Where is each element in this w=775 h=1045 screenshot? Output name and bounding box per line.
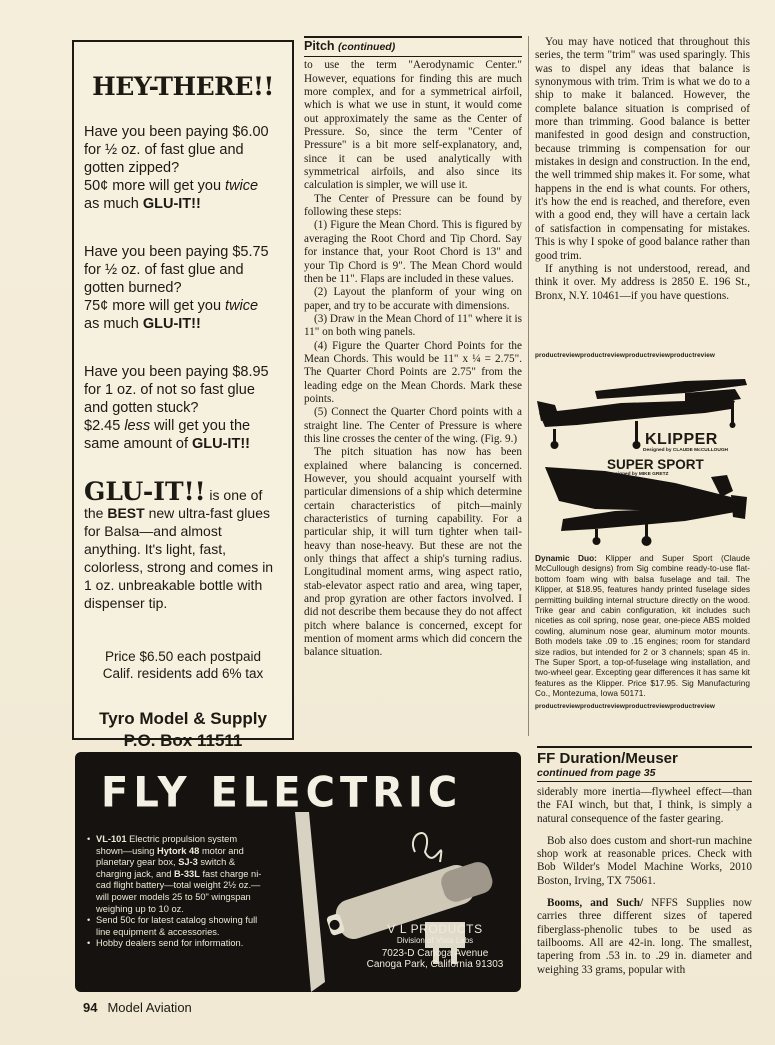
gluit-brand-large: GLU-IT!!: [84, 477, 206, 506]
column-rule: [528, 36, 529, 736]
caption-text: Klipper and Super Sport (Claude McCullough designs) from Sig combine ready-to-use flat-bottom foam wing with balsa fuselage and tail. The Klipper, at $18.95, features handy printed fuselage sides permitting building internal structure directly on the wood. Trike gear and cabin configuration, kit includes such niceties as coil spring, nose gear, one-piece ABS molded cowling, aluminum nose gear, aluminum motor mounts. Both models take .09 to .15 engines; room for standard size radios, but intended for 2 or 3 channels; span 45 in. The Super Sport, a top-of-fuselage wing installation, and two-wheel gear. Excepting gear differences it has same kit features as the Klipper. Price $17.95. Sig Manufacturing Co., Montezuma, Iowa 50171.: [535, 553, 750, 699]
klipper-plane-icon: [535, 361, 750, 551]
super-sport-designer: Designed by MIKE GRETZ: [609, 472, 669, 477]
caption-lead: Dynamic Duo:: [535, 553, 597, 563]
ad-para3-offer: $2.45: [84, 418, 125, 434]
fly-electric-title: FLY ELECTRIC: [101, 768, 463, 818]
ad-para1-emphasis: twice: [225, 178, 259, 194]
pitch-article-column: [304, 36, 522, 660]
ad-tax-line: Calif. residents add 6% tax: [102, 666, 264, 681]
gluit-description: [84, 477, 282, 612]
ff-paragraph: Bob also does custom and short-run machine shop work at reasonable prices. Check with Bob Wilder's Model Machine Works, 2010 Boston, Irving, TX 75061.: [537, 834, 752, 887]
fly-address: 7023-D Canoga Avenue: [381, 948, 489, 959]
feature-item: [87, 834, 265, 915]
ad-paragraph-3: [84, 363, 282, 453]
feature-item: • Send 50c for latest catalog showing full line equipment & accessories.: [87, 915, 265, 938]
feature-text: switch & charging jack, and: [96, 857, 236, 879]
pitch-paragraph: (1) Figure the Mean Chord. This is figured by averaging the Root Chord and Tip Chord. Say for instance that, your Root Chord is 13" and your Tip Chord is 9". The Mean Chord would then be 11". Flaps are included in these values.: [304, 219, 522, 285]
pitch-article-column-right: [535, 36, 750, 303]
heading-rule: [304, 56, 522, 57]
ad-para3-brand: GLU-IT!!: [192, 436, 250, 452]
ad-para1-offer: 50¢ more will get you: [84, 178, 226, 194]
ad-company: Tyro Model & Supply: [99, 709, 267, 728]
ff-booms-lead: Booms, and Such/: [547, 897, 644, 910]
pitch-paragraph: The Center of Pressure can be found by following these steps:: [304, 192, 522, 219]
feature-battery: B-33L: [174, 868, 200, 879]
gluit-best: BEST: [107, 505, 145, 521]
pitch-paragraph: If anything is not understood, reread, and think it over. My address is 2850 E. 196 St., Bronx, N.Y. 10461—if you have questions.: [535, 262, 750, 302]
super-sport-title: SUPER SPORT: [607, 457, 704, 472]
gluit-pre: is one of the: [84, 487, 263, 521]
klipper-title: KLIPPER: [645, 431, 718, 448]
product-review-illustration: [535, 361, 750, 551]
ad-po-box: P.O. Box 11511: [123, 731, 243, 750]
ad-para1-brand: GLU-IT!!: [142, 196, 201, 212]
fly-division: Division of Vista Labs: [396, 936, 474, 945]
pitch-paragraph: to use the term "Aerodynamic Center." However, equations for finding this are much more complex, and for a symmetrical airfoil, which is what we use in stunt, it would come out approximately the same as the Center of Pressure. So, since the term "Center of Pressure" is a bit more self-explanatory, and, since it can be used analytically with symmetrical airfoils, and also since its calculation is simpler, we will use it.: [304, 59, 522, 192]
ad-price-line: Price $6.50 each postpaid: [104, 649, 262, 664]
ad-para1-offer-end: as much: [84, 196, 143, 212]
ad-para2-emphasis: twice: [225, 298, 259, 314]
feature-item: • Hobby dealers send for information.: [87, 938, 265, 950]
pitch-heading: [304, 36, 522, 54]
ad-para1-question: Have you been paying $6.00 for ½ oz. of fast glue and gotten zipped?: [84, 124, 269, 176]
ad-para3-emphasis: less: [124, 418, 151, 434]
feature-model: VL-101: [96, 834, 127, 844]
ad-headline: HEY-THERE!!: [92, 72, 274, 101]
fly-city: Canoga Park, California 91303: [366, 959, 504, 970]
ff-paragraph: [537, 897, 752, 977]
pitch-title: Pitch: [304, 39, 335, 53]
product-review-strip: productreviewproductreviewproductreviewproductreview: [535, 352, 715, 359]
ad-paragraph-1: [84, 123, 282, 213]
page-number: 94: [83, 1000, 98, 1015]
pitch-continued: (continued): [338, 41, 396, 53]
feature-switch: SJ-3: [178, 857, 198, 868]
ad-price: [84, 648, 282, 682]
ad-para2-brand: GLU-IT!!: [142, 316, 201, 332]
pitch-paragraph: (2) Layout the planform of your wing on paper, and try to be accurate with dimensions.: [304, 286, 522, 312]
ad-para3-question: Have you been paying $8.95 for 1 oz. of not so fast glue and gotten stuck?: [84, 364, 269, 416]
pitch-paragraph: The pitch situation has now has been explained where balancing is concerned. However, you should acquaint yourself with particular dimensions of a ship which determine certain characteristics of pitch—mainly characteristics of turning capability. For a particular ship, it will turn tighter when tail-heavy than nose-heavy. But these are not the only things that affect a ship's turning radius. Longitudinal moment arms, wing aspect ratio, stab-elevator aspect ratio and area, wing taper, and prop gyration are other factors involved. I did not describe them because they do not affect pitch where balance is concerned, except for mention of moment arms which did concern the balance situation.: [304, 446, 522, 659]
ad-paragraph-2: [84, 243, 282, 333]
page-folio: [83, 1000, 192, 1015]
ad-para3-offer-end: will get you the same amount of: [84, 418, 251, 452]
pitch-paragraph: You may have noticed that throughout this series, the term "trim" was used sparingly. This was to dispel any ideas that balance is synonymous with trim. Trim is what we do to a ship to make it balanced. However, the complete balance situation is comprised of more than trimming. Good balance is better manifested in good design and construction, because trimming is compensation for our mistakes in design and construction. In the end, the well trimmed ship makes it. For some, what happens in the end is what counts. For others, it's how the end is reached, and therefore, even with a good end, they will have a certain lack of satisfaction in compensating for mistakes. This is why I spoke of good balance rather than good trim.: [535, 36, 750, 262]
fly-electric-features: [87, 834, 265, 950]
ad-para2-question: Have you been paying $5.75 for ½ oz. of fast glue and gotten burned?: [84, 244, 269, 296]
ff-continued: continued from page 35: [537, 767, 752, 782]
gluit-text: new ultra-fast glues for Balsa—and almost anything. It's light, fast, colorless, strong and comes in 1 oz. unbreakable bottle with dispenser tip.: [84, 505, 274, 611]
ff-heading: FF Duration/Meuser: [537, 746, 752, 767]
pitch-paragraph: (4) Figure the Quarter Chord Points for the Mean Chords. This would be 11" x ¼ = 2.75". The Quarter Chord Points are 2.75" from the leading edge on the Mean Chords. Mark these points.: [304, 339, 522, 405]
feature-text: motor and planetary gear box,: [96, 845, 244, 868]
feature-text: fast charge ni-cad flight battery—total weight 2½ oz.—will power models 25 to 50" wingspan weighing up to 10 oz.: [96, 868, 262, 914]
magazine-name: Model Aviation: [107, 1000, 192, 1015]
fly-electric-advertisement: [75, 752, 521, 992]
ad-para2-offer-end: as much: [84, 316, 143, 332]
ff-body: [537, 786, 752, 977]
ff-duration-article: [537, 746, 752, 977]
gluit-advertisement: [72, 40, 294, 750]
product-review: [535, 352, 750, 710]
feature-text: Electric propulsion system shown—using: [96, 834, 238, 856]
ff-paragraph: siderably more inertia—flywheel effect—than the FAI winch, but that, I think, is simply a natural consequence of the faster gearing.: [537, 786, 752, 825]
ff-booms-text: NFFS Supplies now carries three different sizes of tapered fiberglass-phenolic tubes to be used as tailbooms. All are 42-in. long. The smallest, tapering from .53 in. to .29 in. diameter and weighing 33 grams, popular with: [537, 897, 752, 976]
ad-para2-offer: 75¢ more will get you: [84, 298, 226, 314]
product-review-strip: productreviewproductreviewproductreviewproductreview: [535, 702, 715, 710]
fly-company-block: [355, 922, 515, 970]
pitch-paragraph: (5) Connect the Quarter Chord points with a straight line. The Center of Pressure is where this line crosses the center of the wing. (Fig. 9.): [304, 406, 522, 445]
fly-company-name: V L PRODUCTS: [387, 922, 483, 936]
klipper-designer: Designed by CLAUDE McCULLOUGH: [643, 448, 729, 453]
feature-motor: Hytork 48: [156, 845, 200, 856]
product-review-caption: [535, 553, 750, 699]
pitch-paragraph: (3) Draw in the Mean Chord of 11" where it is 11" on both wing panels.: [304, 312, 522, 339]
